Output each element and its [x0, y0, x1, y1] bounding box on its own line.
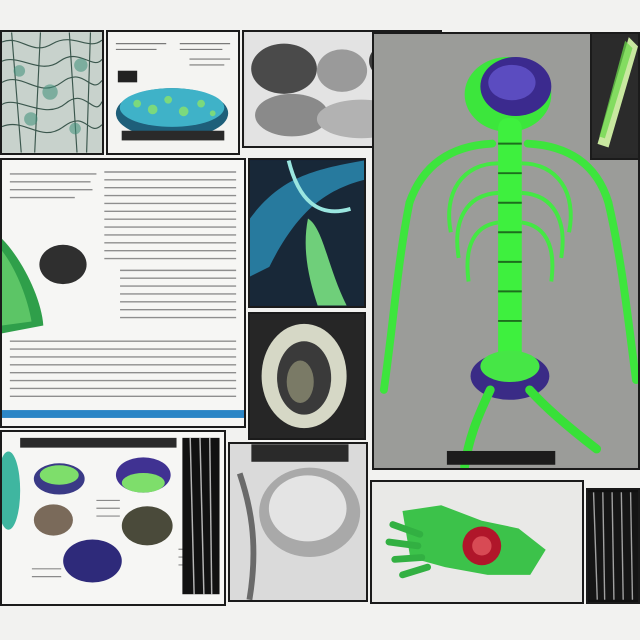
text-page-panel	[0, 158, 246, 428]
xray-bone-panel	[228, 442, 368, 602]
nerve-icon	[250, 160, 364, 306]
document-icon	[2, 160, 244, 426]
nerve-image-panel	[248, 158, 366, 308]
bone-icon	[592, 34, 638, 158]
cross-section-icon	[250, 314, 364, 438]
bone-strip-panel	[590, 32, 640, 160]
hand-model-icon	[372, 482, 582, 602]
striated-tissue-icon	[588, 490, 638, 602]
organ-collection-panel	[0, 430, 226, 606]
specimen-diagram-panel	[106, 30, 240, 155]
organ-specimen-icon	[108, 32, 238, 153]
tissue-texture-panel	[0, 30, 104, 155]
hand-model-panel	[370, 480, 584, 604]
striated-strip-panel	[586, 488, 640, 604]
cross-section-panel	[248, 312, 366, 440]
organ-collection-icon	[2, 432, 224, 604]
cell-tissue-icon	[2, 32, 102, 153]
xray-bone-icon	[230, 444, 366, 600]
